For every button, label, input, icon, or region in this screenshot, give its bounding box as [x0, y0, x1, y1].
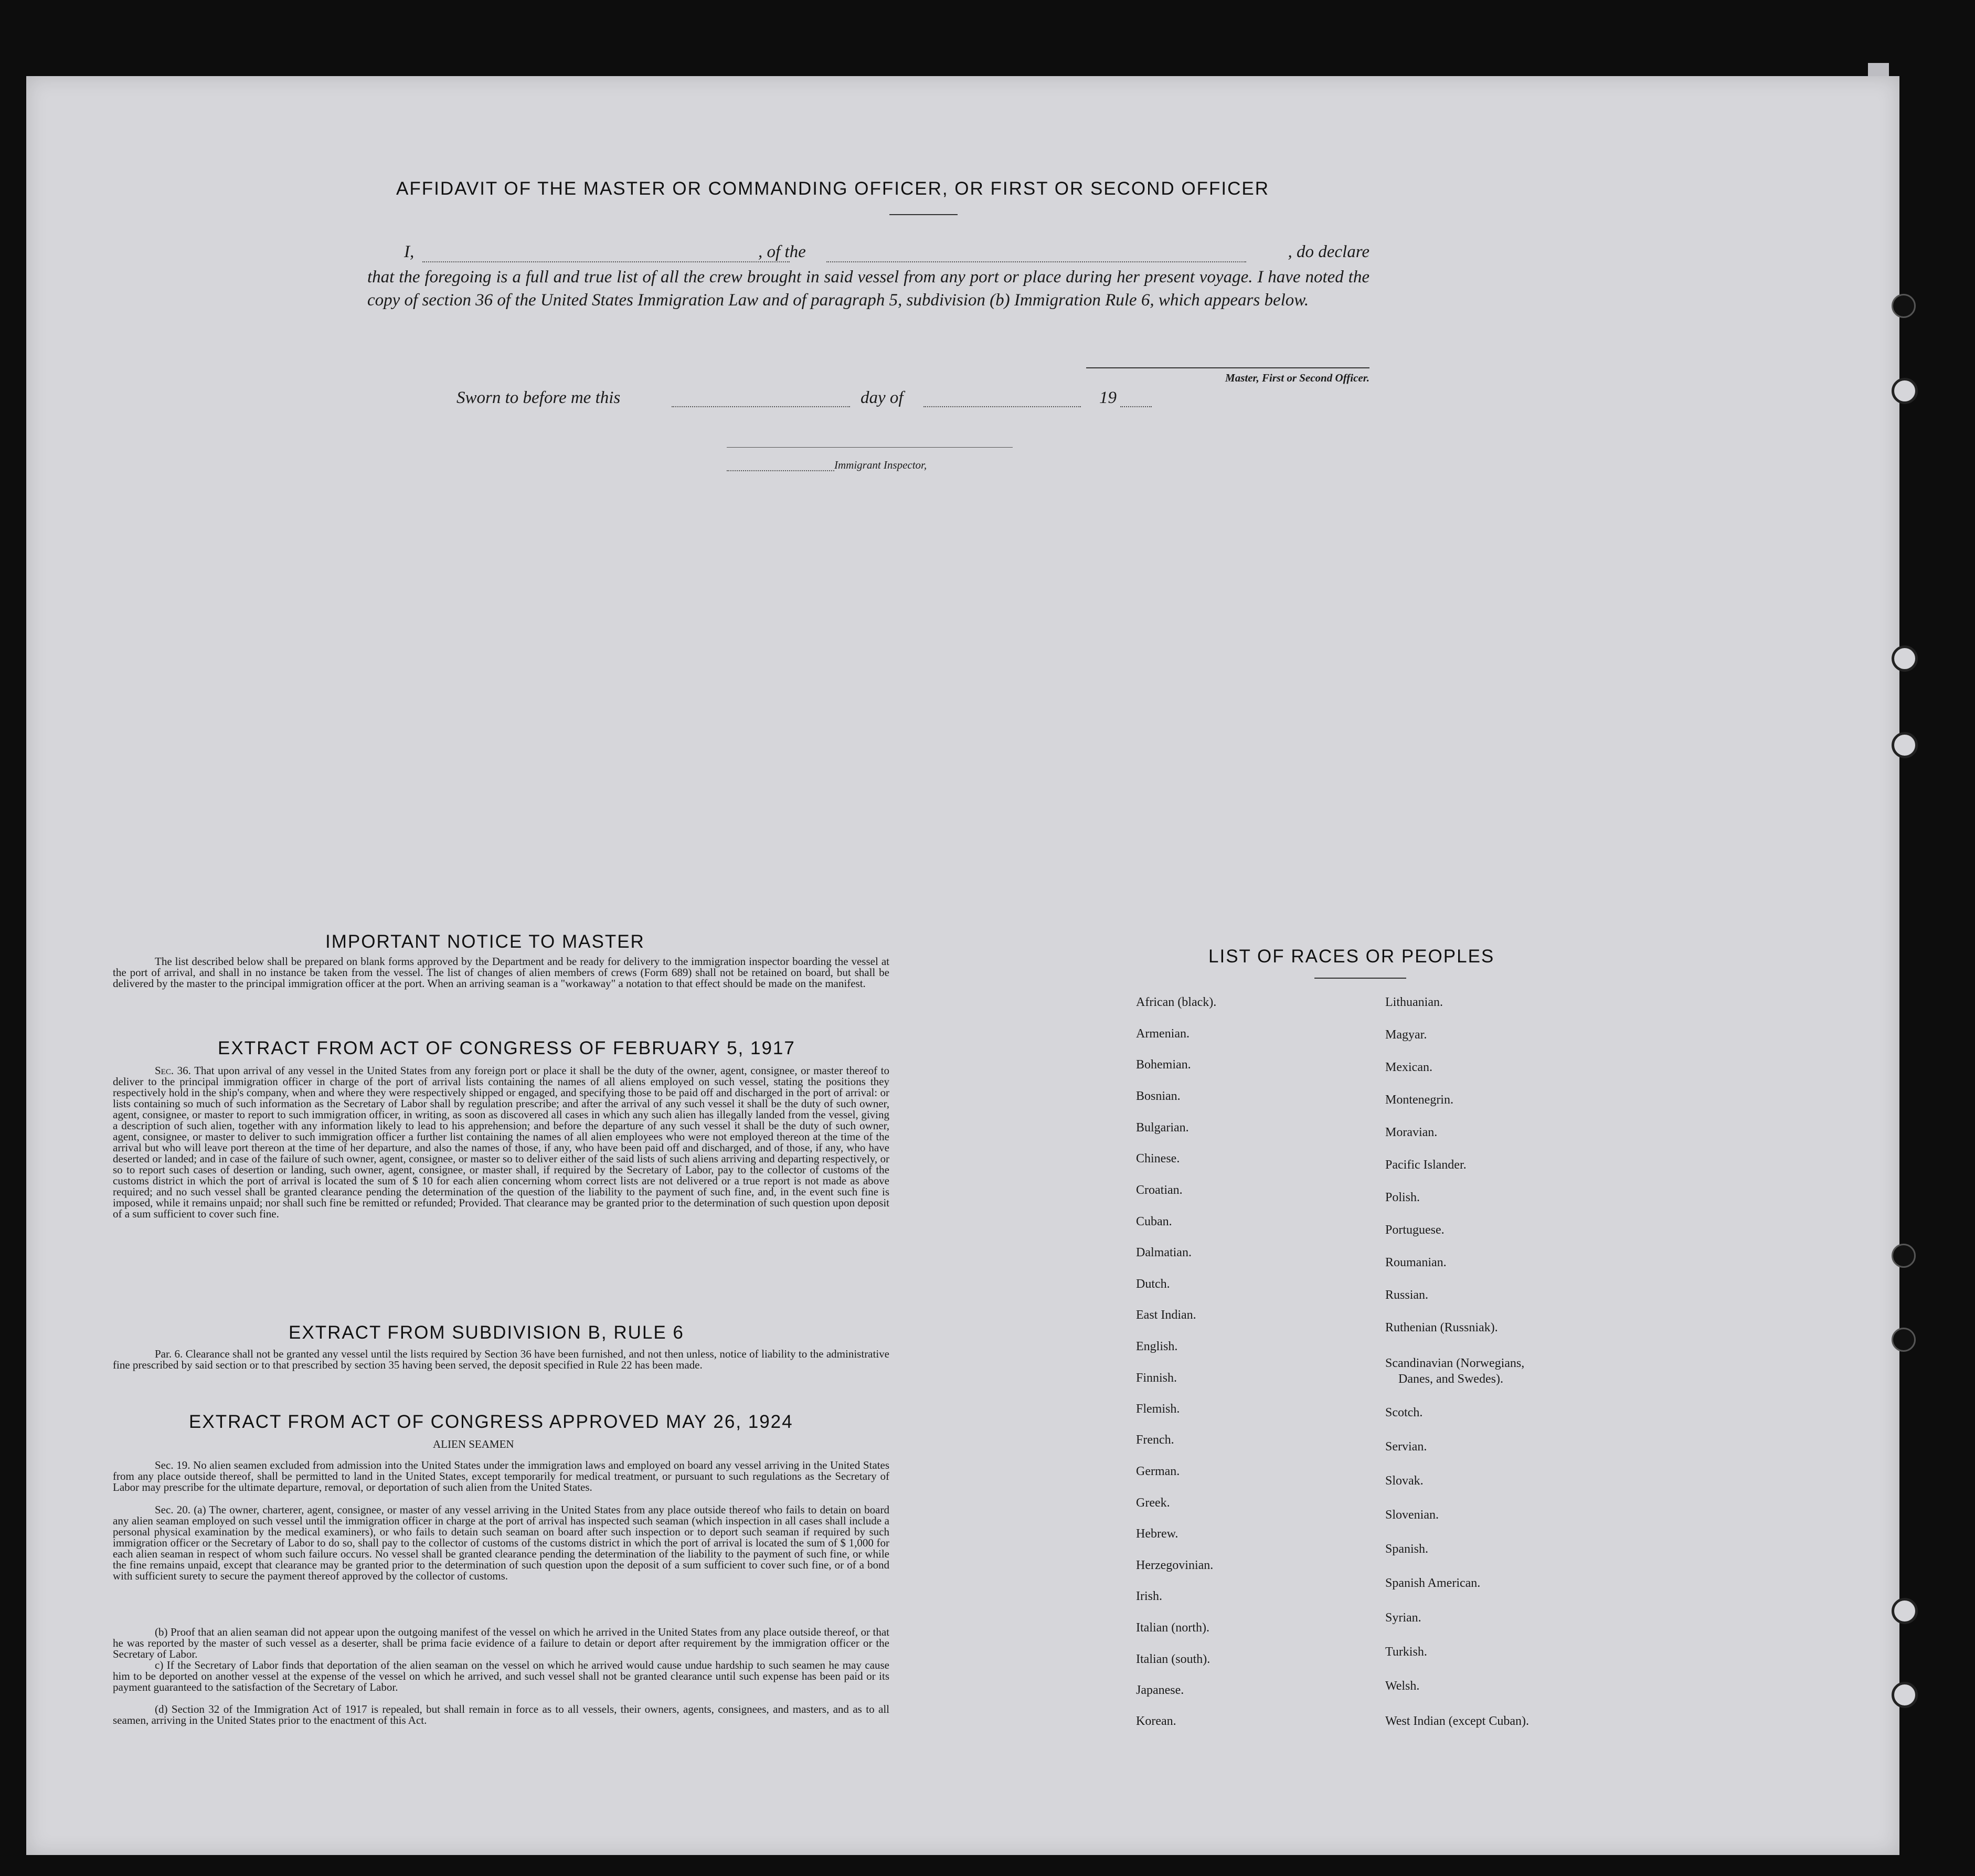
binder-hole	[1892, 294, 1916, 318]
race-item: Greek.	[1136, 1496, 1170, 1510]
race-item: Armenian.	[1136, 1027, 1190, 1041]
race-item: Servian.	[1385, 1440, 1427, 1454]
race-item: Magyar.	[1385, 1028, 1427, 1042]
binder-hole	[1892, 1682, 1918, 1708]
year-text: 19	[1099, 388, 1117, 407]
race-item: Portuguese.	[1385, 1223, 1445, 1237]
race-item: Danes, and Swedes).	[1398, 1372, 1503, 1386]
race-item: African (black).	[1136, 995, 1217, 1009]
declaration-body: that the foregoing is a full and true list of all the crew brought in said vessel from any port or place during her present voyage. I have noted the copy of section 36 of the United States Immigration Law and of paragraph 5, subdivision (b) Immigration Rule 6, which appears below.	[367, 268, 1369, 310]
race-item: Welsh.	[1385, 1679, 1420, 1693]
extract-1924-p4: c) If the Secretary of Labor finds that deportation of the alien seaman on the vessel on which he arrived would cause undue hardship to such seamen he may cause him to be deported on another vessel at the expense of the vessel on which he arrived, and such vessel shall not be granted clearance until such expense has been paid or its payment guaranteed to the satisfaction of the Secretary of Labor.	[113, 1659, 889, 1693]
binder-hole	[1892, 1598, 1918, 1624]
name-field[interactable]	[422, 261, 790, 262]
race-item: Montenegrin.	[1385, 1093, 1453, 1107]
title-underline	[889, 214, 958, 215]
race-item: English.	[1136, 1340, 1178, 1353]
notice-text: The list described below shall be prepared on blank forms approved by the Department and be ready for delivery to the immigration inspector boarding the vessel at the port of arrival, and shall in no instance be taken from the vessel. The list of changes of alien members of crews (Form 689) shall not be retained on board, but shall be delivered by the master to the principal immigration officer at the port. When an arriving seaman is a "workaway" a notation to that effect should be made on the manifest.	[113, 955, 889, 990]
inspector-dots	[727, 470, 834, 471]
race-item: German.	[1136, 1465, 1180, 1478]
sec-36-label: Sec. 36.	[155, 1064, 191, 1077]
sec-36-body: That upon arrival of any vessel in the United States from any foreign port or place it shall be the duty of the owner, agent, consignee, or master thereof to deliver to the principal immigration officer in charge of the port of arrival lists containing the names of all aliens employed on such vessel, stating the positions they respectively hold in the ship's company, when and where they were respectively shipped or engaged, and specifying those to be paid off and discharged in the port of arrival: or lists containing so much of such information as the Secretary of Labor shall by regulation prescribe; and after the arrival of any such vessel it shall be the duty of such owner, agent, consignee, or master to report to such immigration officer, in writing, as soon as discovered all cases in which any such alien has illegally landed from the vessel, giving a description of such alien, together with any information likely to lead to his apprehension; and before the departure of any such vessel it shall be the duty of such owner, agent, consignee, or master to deliver to such immigration officer a further list containing the names of all alien employees who were not employed thereon at the time of the arrival but who will leave port thereon at the time of her departure, and also the names of those, if any, who have been paid off and discharged, and of those, if any, who have deserted or landed; and in case of the failure of such owner, agent, consignee, or master so to deliver either of the said lists of such aliens arriving and departing respectively, or so to report such cases of desertion or landing, such owner, agent, consignee, or master shall, if required by the Secretary of Labor, pay to the collector of customs of the customs district in which the port of arrival is located the sum of $ 10 for each alien concerning whom correct lists are not delivered or a true report is not made as above required; and no such vessel shall be granted clearance pending the determination of the question of the liability to the payment of such fine, and, in the event such fine is imposed, while it remains unpaid; nor shall such fine be remitted or refunded; Provided. That clearance may be granted prior to the determination of such question upon deposit of a sum sufficient to cover such fine.	[113, 1064, 889, 1220]
race-item: Polish.	[1385, 1191, 1420, 1204]
race-item: West Indian (except Cuban).	[1385, 1714, 1529, 1728]
race-item: Russian.	[1385, 1288, 1429, 1302]
notice-title: IMPORTANT NOTICE TO MASTER	[325, 931, 645, 952]
race-item: Scandinavian (Norwegians,	[1385, 1356, 1525, 1370]
race-item: Slovak.	[1385, 1474, 1424, 1488]
extract-1924-p1: Sec. 19. No alien seamen excluded from admission into the United States under the immigration laws and employed on board any vessel arriving in the United States from any place outside thereof, shall be permitted to land in the United States, except temporarily for medical treatment, or pursuant to such regulations as the Secretary of Labor may prescribe for the ultimate departure, removal, or deportation of such alien from the United States.	[113, 1459, 889, 1493]
extract-1917-title: EXTRACT FROM ACT OF CONGRESS OF FEBRUARY 5, 1917	[218, 1038, 795, 1058]
race-item: Herzegovinian.	[1136, 1559, 1214, 1572]
sworn-line	[456, 388, 1160, 411]
race-item: Dutch.	[1136, 1277, 1170, 1291]
race-item: Turkish.	[1385, 1645, 1427, 1659]
declaration-of: , of the	[758, 242, 806, 261]
race-item: Irish.	[1136, 1589, 1162, 1603]
race-item: Bulgarian.	[1136, 1121, 1189, 1135]
binder-hole	[1892, 645, 1918, 672]
sworn-month-field[interactable]	[923, 406, 1081, 407]
alien-seamen-subtitle: ALIEN SEAMEN	[433, 1438, 514, 1450]
binder-hole	[1892, 1244, 1916, 1268]
sworn-year-field[interactable]	[1120, 406, 1152, 407]
sworn-text: Sworn to before me this	[456, 388, 621, 407]
race-item: Slovenian.	[1385, 1508, 1439, 1522]
race-item: Dalmatian.	[1136, 1246, 1192, 1259]
race-item: Ruthenian (Russniak).	[1385, 1321, 1498, 1334]
race-item: Spanish.	[1385, 1542, 1429, 1556]
race-item: Hebrew.	[1136, 1527, 1178, 1541]
race-item: Italian (south).	[1136, 1652, 1211, 1666]
master-signature-line[interactable]	[1086, 367, 1369, 368]
race-item: Moravian.	[1385, 1126, 1438, 1139]
races-title-underline	[1314, 978, 1406, 979]
extract-1924-p5: (d) Section 32 of the Immigration Act of 1917 is repealed, but shall remain in force as to all vessels, their owners, agents, consignees, and masters, and as to all seamen, arriving in the United States prior to the enactment of this Act.	[113, 1703, 889, 1726]
declaration-declare: , do declare	[1288, 242, 1369, 261]
binder-hole	[1892, 378, 1918, 404]
race-item: Scotch.	[1385, 1406, 1423, 1419]
race-item: Bohemian.	[1136, 1058, 1191, 1072]
extract-1924-title: EXTRACT FROM ACT OF CONGRESS APPROVED MAY 26, 1924	[189, 1412, 793, 1432]
race-item: Italian (north).	[1136, 1621, 1209, 1635]
race-item: French.	[1136, 1433, 1174, 1447]
inspector-label: Immigrant Inspector,	[834, 459, 927, 471]
race-item: Mexican.	[1385, 1061, 1432, 1074]
declaration-line	[367, 242, 1369, 266]
affidavit-title: AFFIDAVIT OF THE MASTER OR COMMANDING OFFICER, OR FIRST OR SECOND OFFICER	[396, 178, 1270, 199]
race-item: Japanese.	[1136, 1683, 1184, 1697]
race-item: Finnish.	[1136, 1371, 1177, 1385]
race-item: Croatian.	[1136, 1183, 1183, 1197]
day-of-text: day of	[861, 388, 904, 407]
race-item: Korean.	[1136, 1714, 1176, 1728]
sworn-day-field[interactable]	[672, 406, 850, 407]
race-item: Chinese.	[1136, 1152, 1180, 1165]
inspector-signature-line[interactable]	[727, 447, 1013, 448]
rule-6-title: EXTRACT FROM SUBDIVISION B, RULE 6	[289, 1322, 684, 1343]
binder-hole	[1892, 1328, 1916, 1352]
race-item: Roumanian.	[1385, 1256, 1447, 1269]
race-item: East Indian.	[1136, 1308, 1196, 1322]
race-item: Spanish American.	[1385, 1576, 1481, 1590]
master-label: Master, First or Second Officer.	[1225, 372, 1369, 384]
race-item: Flemish.	[1136, 1402, 1180, 1416]
binder-hole	[1892, 732, 1918, 758]
rule-6-text: Par. 6. Clearance shall not be granted any vessel until the lists required by Section 36 have been furnished, and not then unless, notice of liability to the administrative fine prescribed by said section or to that prescribed by section 35 having been served, the deposit specified in Rule 22 has been made.	[113, 1348, 889, 1371]
extract-1924-p3: (b) Proof that an alien seaman did not appear upon the outgoing manifest of the vessel on which he arrived in the United States from any place outside thereof, or that he was reported by the master of such vessel as a deserter, shall be prima facie evidence of a failure to detain or deport after requirement by the immigration officer or the Secretary of Labor.	[113, 1626, 889, 1660]
race-item: Syrian.	[1385, 1611, 1421, 1625]
extract-1917-text	[113, 1065, 889, 1220]
race-item: Pacific Islander.	[1385, 1158, 1467, 1172]
races-title: LIST OF RACES OR PEOPLES	[1208, 946, 1495, 967]
declaration-i: I,	[404, 242, 415, 261]
extract-1924-p2: Sec. 20. (a) The owner, charterer, agent, consignee, or master of any vessel arriving in the United States from any place outside thereof who fails to detain on board any alien seaman employed on such vessel until the immigration officer in charge at the port of arrival has inspected such seaman (which inspection in all cases shall include a personal physical examination by the medical examiners), or who fails to detain such seaman on board after such inspection or to deport such seaman if required by such immigration officer or the Secretary of Labor to do so, shall pay to the collector of customs of the customs district in which the port of arrival is located the sum of $ 1,000 for each alien seaman in respect of whom such failure occurs. No vessel shall be granted clearance pending the determination of the liability to the payment of such fine, or while the fine remains unpaid, except that clearance may be granted prior to the determination of such question upon the deposit of a sum sufficient to cover such fine, or of a bond with sufficient surety to secure the payment thereof approved by the collector of customs.	[113, 1503, 889, 1582]
vessel-field[interactable]	[826, 261, 1246, 262]
race-item: Cuban.	[1136, 1215, 1172, 1228]
race-item: Bosnian.	[1136, 1089, 1181, 1103]
race-item: Lithuanian.	[1385, 995, 1443, 1009]
